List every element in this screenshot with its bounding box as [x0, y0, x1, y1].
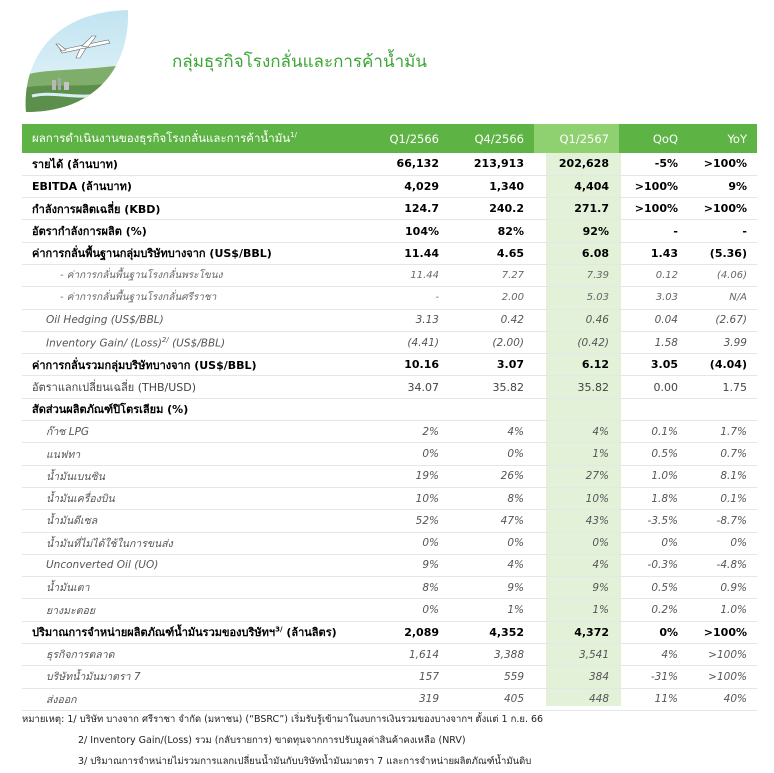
row-value: 0.00 — [619, 376, 688, 398]
table-row — [22, 621, 757, 643]
row-value: -4.8% — [688, 554, 757, 576]
row-value: 92% — [534, 220, 619, 242]
row-value: 4.65 — [449, 242, 534, 264]
row-value: 124.7 — [379, 198, 449, 220]
table-row — [22, 242, 757, 264]
footnote-3: 3/ ปริมาณการจำหน่ายไม่รวมการแลกเปลี่ยนน้ำมันกับบริษัทน้ำมันมาตรา 7 และการจำหน่ายผลิตภัณฑ์น้ำมันดิบ — [78, 756, 532, 767]
table-row — [22, 599, 757, 621]
row-label: กำลังการผลิตเฉลี่ย (KBD) — [22, 198, 379, 220]
row-value: 2,089 — [379, 621, 449, 643]
row-value: 1.43 — [619, 242, 688, 264]
row-value: 0% — [534, 532, 619, 554]
row-value: 43% — [534, 510, 619, 532]
row-value: 0% — [619, 621, 688, 643]
row-value: 4% — [619, 644, 688, 666]
table-row — [22, 532, 757, 554]
row-value: (5.36) — [688, 242, 757, 264]
row-value: 1.0% — [619, 465, 688, 487]
row-label: บริษัทน้ำมันมาตรา 7 — [22, 666, 379, 688]
row-label: น้ำมันดีเซล — [22, 510, 379, 532]
leaf-airplane-illustration — [22, 6, 132, 116]
row-value: 405 — [449, 688, 534, 710]
row-value: (2.00) — [449, 331, 534, 353]
row-value: 0.42 — [449, 309, 534, 331]
row-value: 4% — [449, 421, 534, 443]
row-value: 66,132 — [379, 153, 449, 175]
row-value: 9% — [534, 577, 619, 599]
table-row — [22, 376, 757, 398]
row-value: 4,372 — [534, 621, 619, 643]
footnote-2: 2/ Inventory Gain/(Loss) รวม (กลับรายการ) ขาดทุนจากการปรับมูลค่าสินค้าคงเหลือ (NRV) — [78, 735, 466, 746]
row-value: 3,388 — [449, 644, 534, 666]
row-value: >100% — [688, 621, 757, 643]
row-value: 1,340 — [449, 175, 534, 197]
table-row — [22, 510, 757, 532]
row-value: 10% — [379, 487, 449, 509]
table-row — [22, 688, 757, 710]
row-value: - — [688, 220, 757, 242]
row-value: 0% — [688, 532, 757, 554]
row-label: อัตรากำลังการผลิต (%) — [22, 220, 379, 242]
row-value: 40% — [688, 688, 757, 710]
row-value: 1,614 — [379, 644, 449, 666]
row-label: - ค่าการกลั่นพื้นฐานโรงกลั่นศรีราชา — [22, 287, 379, 309]
table-row — [22, 175, 757, 197]
row-value: 0.1% — [619, 421, 688, 443]
row-label: ส่งออก — [22, 688, 379, 710]
row-value: 0.2% — [619, 599, 688, 621]
row-value: 4,029 — [379, 175, 449, 197]
row-value: (2.67) — [688, 309, 757, 331]
row-value: 0.5% — [619, 443, 688, 465]
table-row — [22, 198, 757, 220]
row-value: 35.82 — [449, 376, 534, 398]
row-value: 19% — [379, 465, 449, 487]
row-value: 3.99 — [688, 331, 757, 353]
row-value: 34.07 — [379, 376, 449, 398]
row-label: Unconverted Oil (UO) — [22, 554, 379, 576]
column-header: QoQ — [619, 124, 688, 153]
row-value: -0.3% — [619, 554, 688, 576]
row-value: 6.12 — [534, 354, 619, 376]
row-label: ปริมาณการจำหน่ายผลิตภัณฑ์น้ำมันรวมของบริษัทฯ$^{3/}$ (ล้านลิตร) — [22, 621, 379, 643]
row-label: สัดส่วนผลิตภัณฑ์ปิโตรเลียม (%) — [22, 398, 379, 420]
row-value: >100% — [619, 175, 688, 197]
row-label: น้ำมันเบนซิน — [22, 465, 379, 487]
column-header: Q4/2566 — [449, 124, 534, 153]
table-row — [22, 398, 757, 420]
row-value: 9% — [688, 175, 757, 197]
row-value: 11.44 — [379, 264, 449, 286]
row-value — [688, 398, 757, 420]
column-header-label: ผลการดำเนินงานของธุรกิจโรงกลั่นและการค้าน้ำมัน$^{1/}$ — [22, 124, 379, 153]
row-value: (4.06) — [688, 264, 757, 286]
row-value: 11% — [619, 688, 688, 710]
row-label: EBITDA (ล้านบาท) — [22, 175, 379, 197]
row-value: 448 — [534, 688, 619, 710]
row-value: 4,352 — [449, 621, 534, 643]
row-value: 3.03 — [619, 287, 688, 309]
row-value: 52% — [379, 510, 449, 532]
row-value: 1.0% — [688, 599, 757, 621]
row-value — [619, 398, 688, 420]
row-value: 7.39 — [534, 264, 619, 286]
row-value: 10.16 — [379, 354, 449, 376]
row-value: 1.75 — [688, 376, 757, 398]
row-label: น้ำมันเตา — [22, 577, 379, 599]
row-value — [379, 398, 449, 420]
table-row — [22, 421, 757, 443]
row-value: -31% — [619, 666, 688, 688]
table-row — [22, 331, 757, 353]
row-value: 2.00 — [449, 287, 534, 309]
results-table-container — [22, 124, 757, 706]
row-value: 27% — [534, 465, 619, 487]
table-row — [22, 443, 757, 465]
table-row — [22, 220, 757, 242]
row-label: ก๊าซ LPG — [22, 421, 379, 443]
row-value: 0% — [449, 443, 534, 465]
row-value: (4.04) — [688, 354, 757, 376]
row-value: - — [619, 220, 688, 242]
row-value: 1% — [449, 599, 534, 621]
column-header-highlighted: Q1/2567 — [534, 124, 619, 153]
row-value: >100% — [688, 153, 757, 175]
row-value: 10% — [534, 487, 619, 509]
row-value: 0.12 — [619, 264, 688, 286]
row-value: 1% — [534, 443, 619, 465]
table-row — [22, 666, 757, 688]
table-row — [22, 264, 757, 286]
row-value: 1.7% — [688, 421, 757, 443]
row-value: 0.04 — [619, 309, 688, 331]
row-value: 8% — [449, 487, 534, 509]
row-value: 0.46 — [534, 309, 619, 331]
row-value: - — [379, 287, 449, 309]
row-value: 0% — [449, 532, 534, 554]
row-value: 9% — [449, 577, 534, 599]
row-label: Inventory Gain/ (Loss)$^{2/}$ (US$/BBL) — [22, 331, 379, 353]
row-value: >100% — [688, 644, 757, 666]
table-row — [22, 465, 757, 487]
row-value: 0.5% — [619, 577, 688, 599]
row-value: >100% — [619, 198, 688, 220]
row-label: รายได้ (ล้านบาท) — [22, 153, 379, 175]
row-value: 47% — [449, 510, 534, 532]
row-label: Oil Hedging (US$/BBL) — [22, 309, 379, 331]
row-value: 213,913 — [449, 153, 534, 175]
table-row — [22, 153, 757, 175]
row-value: -5% — [619, 153, 688, 175]
row-value: 271.7 — [534, 198, 619, 220]
row-value: 6.08 — [534, 242, 619, 264]
row-label: น้ำมันเครื่องบิน — [22, 487, 379, 509]
row-value: 1.8% — [619, 487, 688, 509]
row-value: >100% — [688, 666, 757, 688]
row-label: แนฟทา — [22, 443, 379, 465]
row-value: (4.41) — [379, 331, 449, 353]
table-row — [22, 309, 757, 331]
row-value: 0.7% — [688, 443, 757, 465]
row-value: 157 — [379, 666, 449, 688]
row-value: 1.58 — [619, 331, 688, 353]
row-value — [449, 398, 534, 420]
row-label: - ค่าการกลั่นพื้นฐานโรงกลั่นพระโขนง — [22, 264, 379, 286]
row-value: 319 — [379, 688, 449, 710]
row-value: 3.13 — [379, 309, 449, 331]
row-value: 240.2 — [449, 198, 534, 220]
row-value: 8.1% — [688, 465, 757, 487]
row-value: 8% — [379, 577, 449, 599]
row-value: 4% — [534, 554, 619, 576]
row-value: 35.82 — [534, 376, 619, 398]
row-value: 0% — [379, 599, 449, 621]
table-row — [22, 577, 757, 599]
row-value: 202,628 — [534, 153, 619, 175]
row-value: (0.42) — [534, 331, 619, 353]
page-title: กลุ่มธุรกิจโรงกลั่นและการค้าน้ำมัน — [172, 52, 427, 72]
row-label: ธุรกิจการตลาด — [22, 644, 379, 666]
row-label: อัตราแลกเปลี่ยนเฉลี่ย (THB/USD) — [22, 376, 379, 398]
row-label: ค่าการกลั่นพื้นฐานกลุ่มบริษัทบางจาก (US$/BBL) — [22, 242, 379, 264]
row-value: 104% — [379, 220, 449, 242]
row-value: 5.03 — [534, 287, 619, 309]
row-value: 3,541 — [534, 644, 619, 666]
row-value: 11.44 — [379, 242, 449, 264]
row-value: 0% — [619, 532, 688, 554]
table-row — [22, 644, 757, 666]
row-value: >100% — [688, 198, 757, 220]
row-value: 9% — [379, 554, 449, 576]
table-row — [22, 487, 757, 509]
row-value: 0.9% — [688, 577, 757, 599]
row-label: ค่าการกลั่นรวมกลุ่มบริษัทบางจาก (US$/BBL) — [22, 354, 379, 376]
row-value: 384 — [534, 666, 619, 688]
row-value: 82% — [449, 220, 534, 242]
row-value: N/A — [688, 287, 757, 309]
row-value: 4% — [449, 554, 534, 576]
row-value: 0.1% — [688, 487, 757, 509]
row-value: 3.07 — [449, 354, 534, 376]
row-value: 1% — [534, 599, 619, 621]
row-value: -8.7% — [688, 510, 757, 532]
footnotes — [22, 709, 757, 772]
row-value: 4% — [534, 421, 619, 443]
table-header-row — [22, 124, 757, 153]
footnote-1: หมายเหตุ: 1/ บริษัท บางจาก ศรีราชา จำกัด (มหาชน) (“BSRC”) เริ่มรับรู้เข้ามาในงบการเงินรวมของบางจากฯ ตั้งแต่ 1 ก.ย. 66 — [22, 714, 544, 725]
row-label: ยางมะตอย — [22, 599, 379, 621]
row-value: -3.5% — [619, 510, 688, 532]
column-header: YoY — [688, 124, 757, 153]
row-value: 26% — [449, 465, 534, 487]
row-value: 3.05 — [619, 354, 688, 376]
row-value — [534, 398, 619, 420]
row-label: น้ำมันที่ไม่ได้ใช้ในการขนส่ง — [22, 532, 379, 554]
results-table — [22, 124, 757, 711]
table-row — [22, 354, 757, 376]
row-value: 4,404 — [534, 175, 619, 197]
row-value: 0% — [379, 532, 449, 554]
row-value: 0% — [379, 443, 449, 465]
row-value: 7.27 — [449, 264, 534, 286]
table-row — [22, 287, 757, 309]
column-header: Q1/2566 — [379, 124, 449, 153]
table-row — [22, 554, 757, 576]
row-value: 2% — [379, 421, 449, 443]
row-value: 559 — [449, 666, 534, 688]
